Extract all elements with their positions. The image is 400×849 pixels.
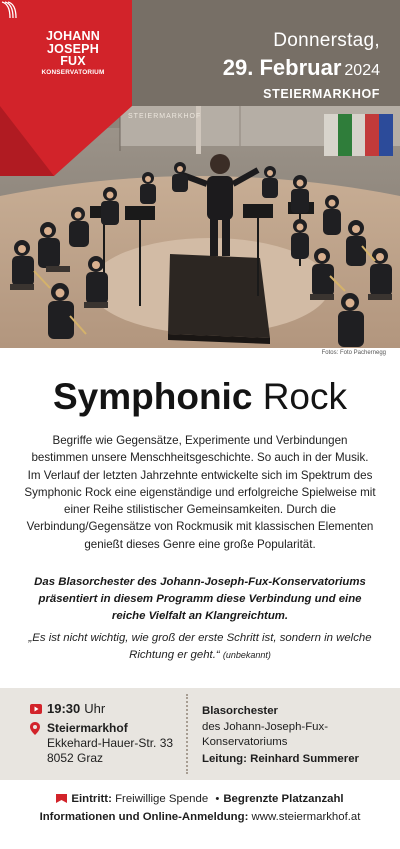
- event-date-line: [223, 55, 380, 84]
- admission-value: Freiwillige Spende: [115, 793, 209, 805]
- address: [47, 721, 173, 766]
- clock-icon: [30, 704, 47, 714]
- logo-wordmark: [33, 30, 113, 77]
- location-pin-icon: [30, 721, 47, 766]
- footer: [0, 791, 400, 826]
- registration-line: [0, 809, 400, 827]
- event-year: 2024: [344, 62, 380, 79]
- logo-line-2: JOSEPH: [47, 41, 99, 56]
- footer-separator: •: [215, 793, 220, 805]
- title-strong: Symphonic: [52, 376, 253, 417]
- conductor-row: [202, 752, 392, 768]
- event-weekday: Donnerstag,: [273, 30, 380, 51]
- time-location-block: [30, 701, 180, 766]
- program-paragraph: Das Blasorchester des Johann-Joseph-Fux-Konservatoriums präsentiert in diesem Programm diese Verbindung und eine reiche Vielfalt an Klangreichtum.: [34, 576, 366, 623]
- photo-wall-sign: STEIERMARKHOF: [128, 113, 202, 120]
- limited-seats: Begrenzte Platzanzahl: [223, 793, 344, 805]
- website-link[interactable]: www.steiermarkhof.at: [251, 810, 361, 823]
- concert-title: [0, 375, 400, 419]
- conductor-label: Leitung:: [202, 752, 247, 765]
- info-divider: [186, 694, 188, 774]
- event-venue: STEIERMARKHOF: [263, 87, 380, 101]
- event-time: 19:30: [47, 701, 81, 716]
- title-light: Rock: [262, 376, 347, 417]
- quote-block: [24, 630, 376, 664]
- ensemble-line-2: des Johann-Joseph-Fux-: [202, 720, 328, 733]
- location-street: Ekkehard-Hauer-Str. 33: [47, 736, 174, 750]
- event-date: 29. Februar: [222, 55, 342, 80]
- quote-source: (unbekannt): [222, 650, 271, 661]
- event-date-block: [223, 30, 380, 101]
- admission-line: [0, 791, 400, 809]
- registration-label: Informationen und Online-Anmeldung:: [39, 810, 249, 823]
- quote-text: „Es ist nicht wichtig, wie groß der erste Schritt ist, sondern in welche Richtung er geht.“: [28, 632, 372, 662]
- event-time-unit: Uhr: [84, 701, 106, 716]
- location-row: [30, 721, 180, 766]
- intro-paragraph: Begriffe wie Gegensätze, Experimente und Verbindungen bestimmen unsere Menschheitsgeschichte. So auch in der Musik. Im Verlauf der letzten Jahrzehnte entwickelte sich im Spektrum des Symphonic Rock eine eigenständige und erfolgreiche Spielweise mit einer Reihe stilistischer Gemeinsamkeiten. Durch die Verbindung/Gegensätze von Rockmusik mit klassischen Elementen genießt dieses Genre eine große Popularität.: [24, 434, 376, 551]
- time-row: [30, 701, 180, 717]
- logo-line-4: KONSERVATORIUM: [41, 68, 105, 76]
- music-mark-icon: [0, 0, 20, 20]
- location-city: 8052 Graz: [47, 751, 104, 765]
- conductor-name: Reinhard Summerer: [250, 752, 359, 765]
- conservatory-logo: [0, 0, 132, 176]
- ticket-icon: [56, 794, 67, 803]
- ensemble-block: [202, 704, 392, 767]
- logo-line-1: JOHANN: [46, 29, 100, 43]
- event-info-box: [0, 688, 400, 780]
- ensemble-name: Blasorchester: [202, 705, 278, 717]
- logo-line-3: FUX: [60, 54, 86, 68]
- photo-credit: Fotos: Foto Pachernegg: [321, 350, 386, 356]
- logo-shape: [0, 0, 132, 176]
- ensemble-line-3: Konservatoriums: [202, 736, 288, 748]
- location-name: Steiermarkhof: [47, 721, 128, 735]
- admission-label: Eintritt:: [71, 793, 112, 805]
